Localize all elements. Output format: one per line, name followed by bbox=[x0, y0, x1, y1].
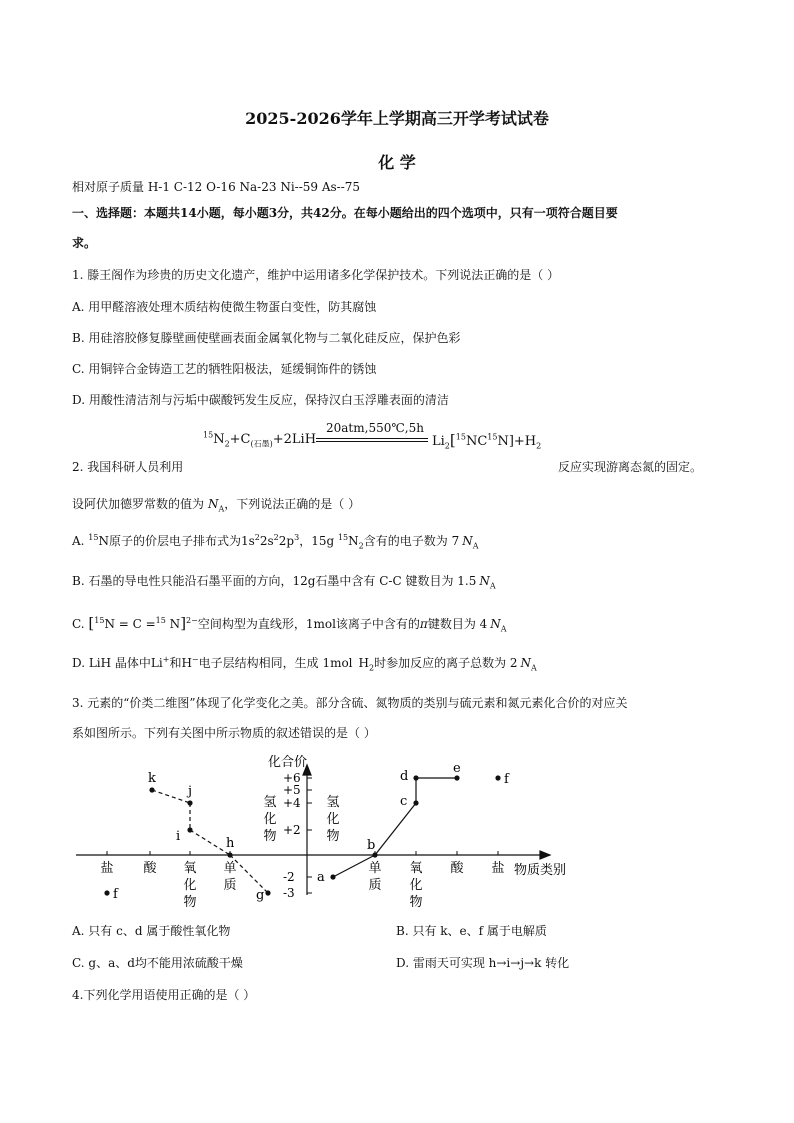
data-point-b bbox=[372, 852, 377, 857]
atomic-mass-line: 相对原子质量 H-1 C-12 O-16 Na-23 Ni--59 As--75 bbox=[72, 180, 361, 194]
data-point-f bbox=[495, 775, 500, 780]
exam-title: 2025-2026学年上学期高三开学考试试卷 bbox=[245, 109, 549, 128]
x-category-label: 氧 bbox=[409, 861, 423, 876]
data-point-a bbox=[330, 874, 335, 879]
data-point-h bbox=[227, 852, 232, 857]
x-category-label: 质 bbox=[368, 878, 382, 893]
q1-stem: 1. 滕王阁作为珍贵的历史文化遗产，维护中运用诸多化学保护技术。下列说法正确的是（ ） bbox=[72, 268, 560, 282]
data-label-b: b bbox=[367, 838, 376, 853]
q2-stem-a: 2. 我国科研人员利用 bbox=[72, 460, 184, 474]
q2-stem-c: 设阿伏加德罗常数的值为 $N_A$，下列说法正确的是（ ） bbox=[72, 497, 361, 514]
x-category-label: 化 bbox=[326, 812, 340, 827]
q2-equation-right: $Li_2[^{15}NC^{15}N]+H_2$ bbox=[432, 431, 542, 451]
data-label-c: c bbox=[400, 794, 408, 809]
data-label-e: e bbox=[453, 761, 461, 776]
q2-equation: $^{15}N_2+C_{(石墨)}+2LiH$ bbox=[203, 430, 317, 449]
q3-option-c: C. g、a、d均不能用浓硫酸干燥 bbox=[72, 956, 243, 970]
q3-stem-line2: 系如图所示。下列有关图中所示物质的叙述错误的是（ ） bbox=[72, 726, 376, 740]
data-point-j bbox=[187, 800, 192, 805]
y-tick-label: +4 bbox=[283, 796, 301, 810]
data-point-k bbox=[149, 787, 154, 792]
x-category-label: 盐 bbox=[491, 861, 505, 876]
connector-Rb-Rc bbox=[375, 803, 416, 855]
x-category-label: 化 bbox=[183, 878, 197, 893]
x-category-label: 氢 bbox=[326, 795, 340, 810]
data-label-k: k bbox=[148, 771, 156, 786]
data-point-f bbox=[104, 890, 109, 895]
data-label-f: f bbox=[504, 772, 509, 787]
y-tick-label: +6 bbox=[283, 771, 301, 785]
y-tick-label: -3 bbox=[283, 886, 295, 900]
section-heading: 一、选择题：本题共14小题，每小题3分，共42分。在每小题给出的四个选项中，只有一项符合题目要 bbox=[72, 206, 618, 220]
data-point-g bbox=[265, 890, 270, 895]
q3-stem-line1: 3. 元素的“价类二维图”体现了化学变化之美。部分含硫、氮物质的类别与硫元素和氮元素化合价的对应关 bbox=[72, 696, 628, 710]
x-category-label: 物 bbox=[326, 829, 340, 844]
section-heading-cont: 求。 bbox=[72, 236, 97, 250]
data-label-h: h bbox=[226, 836, 235, 851]
q2-option-c: C. [$^{15}$N = C =$^{15}$ N]$^{2-}$空间构型为直线形，1mol该离子中含有的π键数目为 4 $N_A$ bbox=[72, 614, 507, 634]
x-category-label: 物 bbox=[409, 895, 423, 910]
y-axis-label: 化合价 bbox=[268, 755, 308, 770]
data-label-g: g bbox=[256, 888, 265, 903]
x-category-label: 物 bbox=[183, 895, 197, 910]
connector-Lk-Lj bbox=[152, 790, 190, 803]
data-point-c bbox=[413, 800, 418, 805]
q3-option-a: A. 只有 c、d 属于酸性氧化物 bbox=[72, 924, 231, 938]
q3-option-b: B. 只有 k、e、f 属于电解质 bbox=[396, 924, 547, 938]
x-axis-label: 物质类别 bbox=[514, 863, 567, 878]
q1-option-d: D. 用酸性清洁剂与污垢中碳酸钙发生反应，保持汉白玉浮雕表面的清洁 bbox=[72, 393, 449, 407]
x-category-label: 物 bbox=[263, 829, 277, 844]
data-label-f: f bbox=[113, 887, 118, 902]
y-tick-label: +5 bbox=[283, 783, 301, 797]
x-category-label: 单 bbox=[368, 861, 382, 876]
subject-title: 化 学 bbox=[378, 153, 416, 172]
x-axis-arrow bbox=[540, 851, 550, 859]
q2-option-d: D. LiH 晶体中Li+和H−电子层结构相同，生成 1mol $H_2$时参加反应的离子总数为 2 $N_A$ bbox=[72, 655, 537, 673]
data-point-i bbox=[187, 827, 192, 832]
x-category-label: 化 bbox=[263, 812, 277, 827]
data-point-e bbox=[454, 775, 459, 780]
q3-option-d: D. 雷雨天可实现 h→i→j→k 转化 bbox=[396, 956, 570, 970]
x-category-label: 酸 bbox=[143, 861, 157, 876]
data-label-j: j bbox=[188, 784, 193, 799]
q1-option-c: C. 用铜锌合金铸造工艺的牺牲阳极法，延缓铜饰件的锈蚀 bbox=[72, 362, 377, 376]
connector-Li-Lh bbox=[190, 830, 230, 855]
data-point-d bbox=[413, 775, 418, 780]
y-tick-label: +2 bbox=[283, 823, 301, 837]
y-tick-label: -2 bbox=[283, 870, 295, 884]
x-category-label: 氢 bbox=[263, 795, 277, 810]
x-category-labels bbox=[100, 795, 504, 910]
x-category-label: 酸 bbox=[450, 861, 464, 876]
data-label-a: a bbox=[317, 870, 325, 885]
q2-eq-condition: 20atm,550℃,5h bbox=[326, 421, 424, 435]
y-ticks bbox=[283, 771, 312, 900]
data-label-i: i bbox=[176, 829, 181, 844]
q2-stem-b: 反应实现游离态氮的固定。 bbox=[558, 460, 703, 474]
q4-stem: 4.下列化学用语使用正确的是（ ） bbox=[72, 988, 256, 1002]
x-category-label: 单 bbox=[223, 861, 237, 876]
q1-option-b: B. 用硅溶胶修复滕壁画使壁画表面金属氧化物与二氧化硅反应，保护色彩 bbox=[72, 331, 461, 345]
q1-option-a: A. 用甲醛溶液处理木质结构使微生物蛋白变性，防其腐蚀 bbox=[72, 300, 377, 314]
x-category-label: 质 bbox=[223, 878, 237, 893]
x-category-label: 化 bbox=[409, 878, 423, 893]
x-category-label: 氧 bbox=[183, 861, 197, 876]
x-category-label: 盐 bbox=[100, 861, 114, 876]
q2-option-b: B. 石墨的导电性只能沿石墨平面的方向，12g石墨中含有 C-C 键数目为 1.5 $N_A$ bbox=[72, 574, 496, 591]
data-label-d: d bbox=[400, 769, 409, 784]
q2-option-a: A. $^{15}$N原子的价层电子排布式为$1s^22s^22p^3$，15g $^{15}N_2$含有的电子数为 7 $N_A$ bbox=[72, 533, 479, 551]
